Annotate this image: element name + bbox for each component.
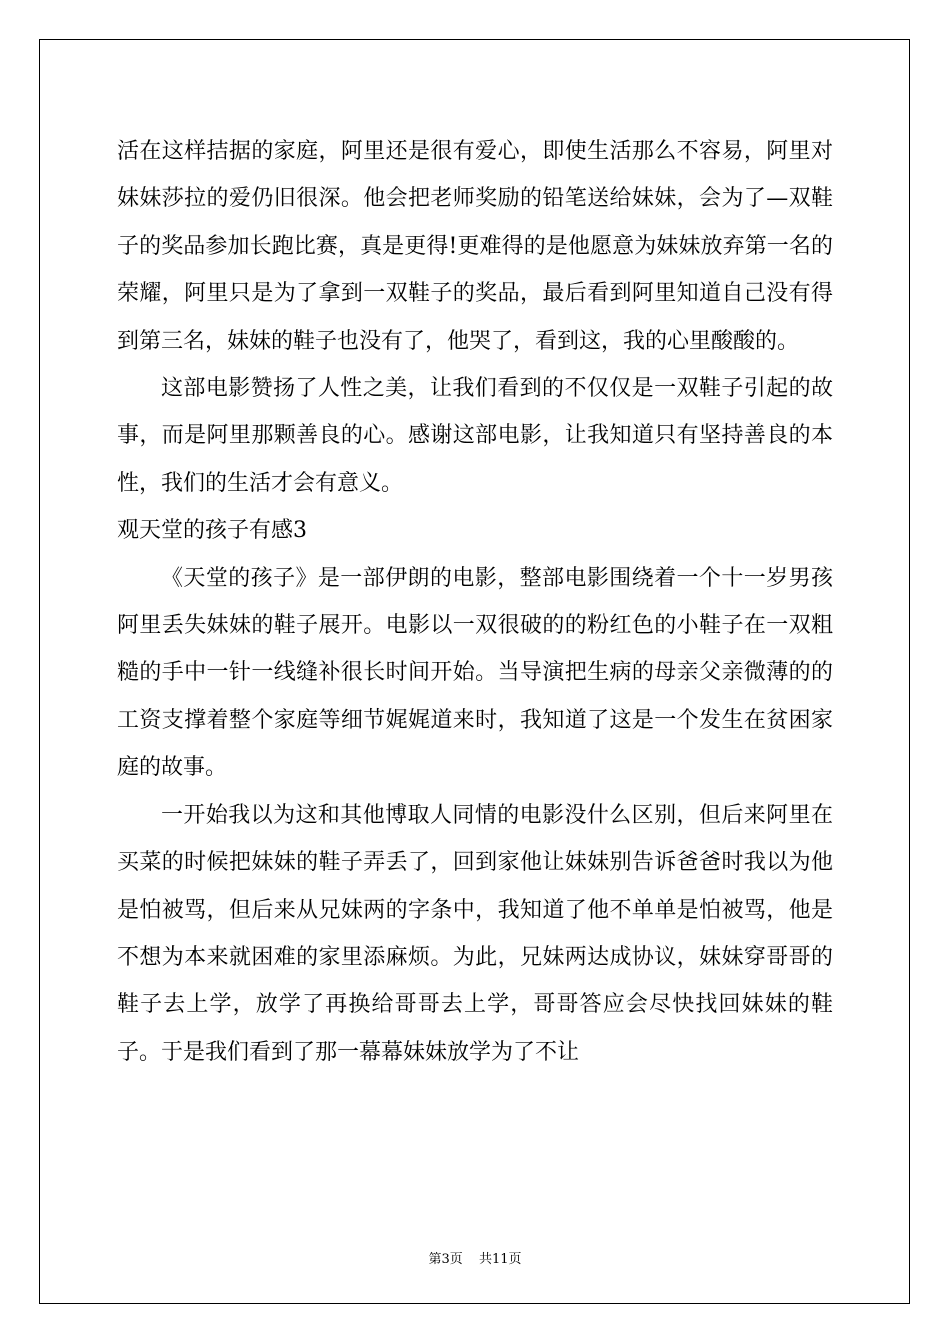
paragraph-3: 《天堂的孩子》是一部伊朗的电影，整部电影围绕着一个十一岁男孩阿里丢失妹妹的鞋子展开。电影以一双很破的的粉红色的小鞋子在一双粗糙的手中一针一线缝补很长时间开始。当导演把生病的母亲父亲微薄的的工资支撑着整个家庭等细节娓娓道来时，我知道了这是一个发生在贫困家庭的故事。 <box>117 565 833 781</box>
paragraph-2: 这部电影赞扬了人性之美，让我们看到的不仅仅是一双鞋子引起的故事，而是阿里那颗善良的心。感谢这部电影，让我知道只有坚持善良的本性，我们的生活才会有意义。 <box>117 376 833 496</box>
page-footer <box>0 1248 950 1267</box>
paragraph-1: 活在这样拮据的家庭，阿里还是很有爱心，即使生活那么不容易，阿里对妹妹莎拉的爱仍旧很深。他会把老师奖励的铅笔送给妹妹，会为了—双鞋子的奖品参加长跑比赛，真是更得!更难得的是他愿意为妹妹放弃第一名的荣耀，阿里只是为了拿到一双鞋子的奖品，最后看到阿里知道自己没有得到第三名，妹妹的鞋子也没有了，他哭了，看到这，我的心里酸酸的。 <box>117 139 833 354</box>
page-number: 第3页 <box>428 1252 463 1267</box>
document-body <box>117 128 833 1076</box>
page-total: 共11页 <box>478 1252 522 1267</box>
paragraph-4: 一开始我以为这和其他博取人同情的电影没什么区别，但后来阿里在买菜的时候把妹妹的鞋子弄丢了，回到家他让妹妹别告诉爸爸时我以为他是怕被骂，但后来从兄妹两的字条中，我知道了他不单单是怕被骂，他是不想为本来就困难的家里添麻烦。为此，兄妹两达成协议，妹妹穿哥哥的鞋子去上学，放学了再换给哥哥去上学，哥哥答应会尽快找回妹妹的鞋子。于是我们看到了那一幕幕妹妹放学为了不让 <box>117 802 833 1065</box>
section-heading: 观天堂的孩子有感3 <box>117 518 307 544</box>
